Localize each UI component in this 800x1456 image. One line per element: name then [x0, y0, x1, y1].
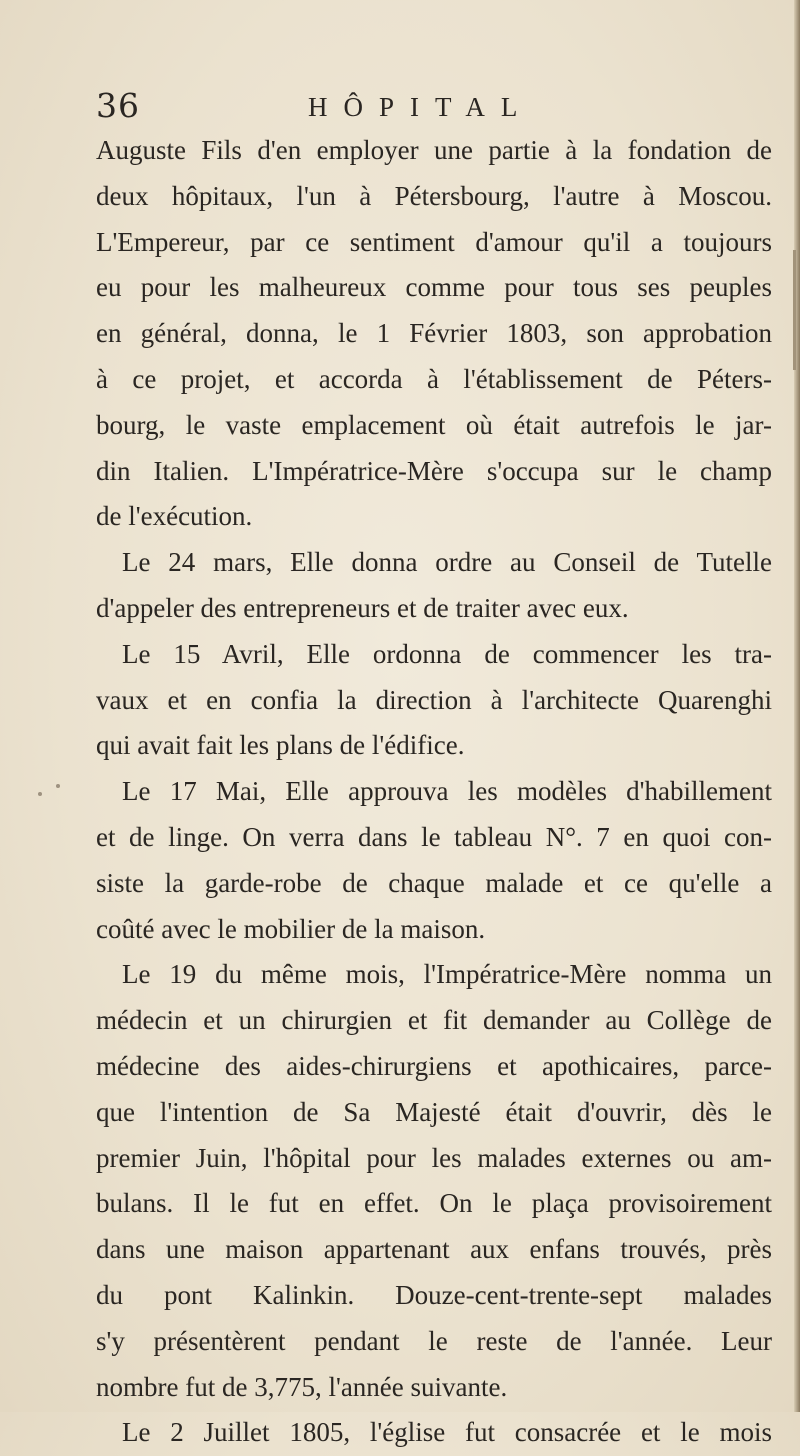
- paper-speck: [56, 784, 60, 788]
- text-line: nombre fut de 3,775, l'année suivante.: [96, 1371, 508, 1402]
- body-text: [96, 128, 772, 1456]
- running-head: HÔPITAL: [308, 92, 534, 122]
- text-line: en général, donna, le 1 Février 1803, son approbation: [96, 318, 772, 349]
- page-edge-mark: [793, 250, 796, 370]
- page-edge-shadow: [794, 0, 800, 1412]
- text-line: Le 2 Juillet 1805, l'église fut consacrée et le mois: [122, 1417, 772, 1448]
- text-line: bourg, le vaste emplacement où était autrefois le jar-: [96, 409, 772, 440]
- text-line: que l'intention de Sa Majesté était d'ouvrir, dès le: [96, 1096, 772, 1127]
- text-line: bulans. Il le fut en effet. On le plaça provisoirement: [96, 1188, 772, 1219]
- text-line: Le 19 du même mois, l'Impératrice-Mère nomma un: [122, 959, 772, 990]
- text-line: L'Empereur, par ce sentiment d'amour qu'il a toujours: [96, 226, 772, 257]
- text-line: médecine des aides-chirurgiens et apothicaires, parce-: [96, 1050, 772, 1081]
- text-line: dans une maison appartenant aux enfans trouvés, près: [96, 1234, 772, 1265]
- text-line: coûté avec le mobilier de la maison.: [96, 913, 486, 944]
- text-line: Auguste Fils d'en employer une partie à la fondation de: [96, 135, 772, 165]
- text-line: s'y présentèrent pendant le reste de l'année. Leur: [96, 1325, 772, 1356]
- text-line: Le 17 Mai, Elle approuva les modèles d'habillement: [122, 776, 772, 807]
- text-line: Le 24 mars, Elle donna ordre au Conseil de Tutelle: [122, 547, 772, 578]
- text-line: eu pour les malheureux comme pour tous ses peuples: [96, 272, 772, 303]
- page-number: 36: [96, 86, 140, 125]
- paper-speck: [38, 792, 42, 796]
- text-line: du pont Kalinkin. Douze-cent-trente-sept malades: [96, 1279, 772, 1310]
- text-line: siste la garde-robe de chaque malade et ce qu'elle a: [96, 867, 772, 898]
- text-line: à ce projet, et accorda à l'établissement de Péters-: [96, 363, 772, 394]
- text-line: médecin et un chirurgien et fit demander au Collège de: [96, 1005, 772, 1036]
- text-line: deux hôpitaux, l'un à Pétersbourg, l'autre à Moscou.: [96, 180, 772, 211]
- text-line: Le 15 Avril, Elle ordonna de commencer les tra-: [122, 638, 772, 669]
- text-line: qui avait fait les plans de l'édifice.: [96, 730, 465, 761]
- text-line: d'appeler des entrepreneurs et de traiter avec eux.: [96, 592, 629, 623]
- page-header: [96, 86, 696, 132]
- text-line: et de linge. On verra dans le tableau N°. 7 en quoi con-: [96, 821, 772, 852]
- text-line: vaux et en confia la direction à l'architecte Quarenghi: [96, 684, 772, 715]
- text-line: de l'exécution.: [96, 501, 253, 532]
- text-line: din Italien. L'Impératrice-Mère s'occupa sur le champ: [96, 455, 772, 486]
- text-line: premier Juin, l'hôpital pour les malades externes ou am-: [96, 1142, 772, 1173]
